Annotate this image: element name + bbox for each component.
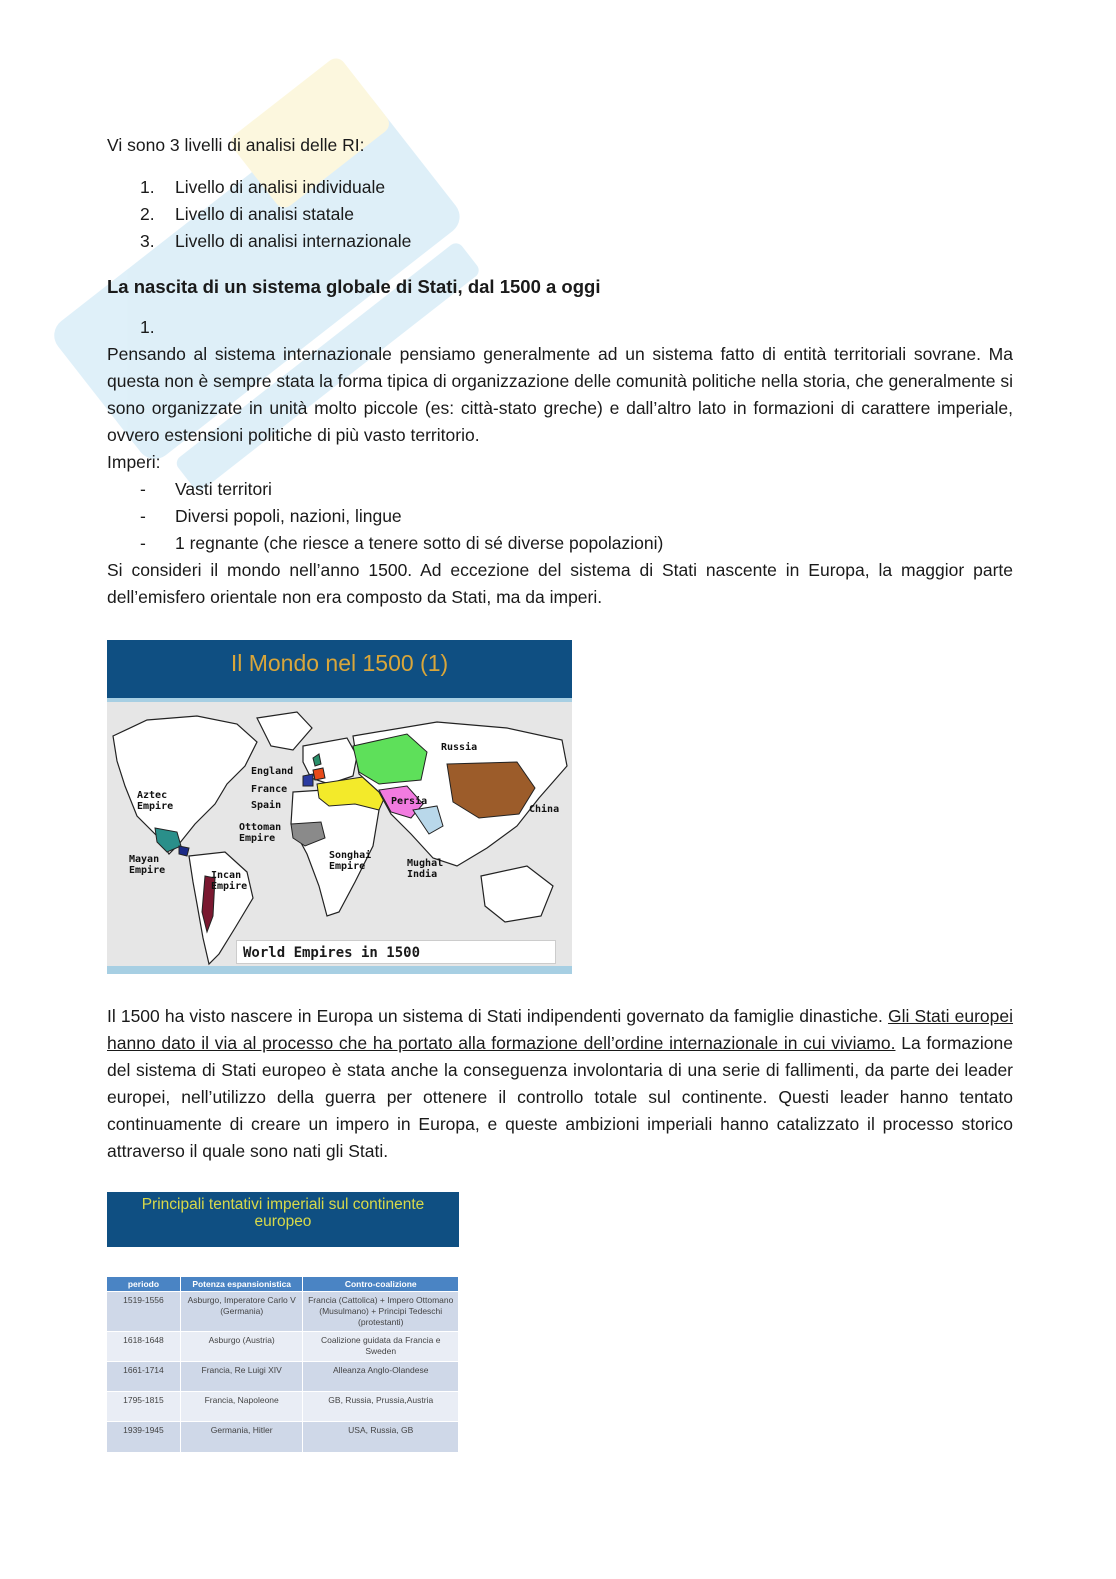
list-item: Vasti territori (175, 479, 272, 499)
bullet-dash: - (140, 479, 146, 499)
intro-text: Vi sono 3 livelli di analisi delle RI: (107, 135, 365, 155)
paragraph-sovereign-states: Pensando al sistema internazionale pensiamo generalmente ad un sistema fatto di entità territoriali sovrane. Ma questa non è sempre stata la forma tipica di organizzazione delle comunità politiche nella storia, che generalmente si sono organizzate in unità molto piccole (es: città-stato greche) e dall’altro lato in formazioni di carattere imperiale, ovvero estensioni politiche di più vasto territorio. (107, 344, 1013, 445)
table-row (107, 1292, 459, 1332)
list-number: 1. (140, 177, 155, 197)
map-label-china: China (529, 804, 560, 815)
map-label-mughal: Mughal India (407, 858, 444, 880)
table-cell: 1795-1815 (107, 1392, 180, 1422)
map-label-russia: Russia (441, 742, 478, 753)
list-item: Livello di analisi individuale (175, 177, 386, 197)
section-heading: La nascita di un sistema globale di Stati, dal 1500 a oggi (107, 276, 601, 297)
table-row (107, 1392, 459, 1422)
table-header-row (107, 1277, 459, 1292)
table-cell: Asburgo (Austria) (180, 1332, 303, 1362)
slide-title: Il Mondo nel 1500 (1) (230, 650, 449, 676)
world-map (107, 706, 572, 968)
greenland-landmass (257, 712, 312, 750)
table-cell: 1519-1556 (107, 1292, 180, 1332)
table-cell: GB, Russia, Prussia,Austria (303, 1392, 459, 1422)
map-label-france: France (251, 784, 288, 795)
slide-stripe (107, 698, 572, 702)
table-row (107, 1332, 459, 1362)
table-row (107, 1362, 459, 1392)
world-map-slide (107, 640, 572, 974)
imperi-label: Imperi: (107, 452, 161, 472)
spain-region (303, 774, 313, 786)
table-cell: 1661-1714 (107, 1362, 180, 1392)
paragraph-plain-text: Il 1500 ha visto nascere in Europa un sistema di Stati indipendenti governato da famiglie dinastiche. (107, 1006, 889, 1026)
aztec-empire-region (155, 828, 181, 852)
france-region (313, 768, 325, 780)
list-item: 1 regnante (che riesce a tenere sotto di sé diverse popolazioni) (175, 533, 664, 553)
paragraph-state-system (107, 1003, 1013, 1165)
imperial-attempts-slide (107, 1192, 459, 1454)
australia-landmass (481, 866, 553, 922)
table-row (107, 1422, 459, 1452)
paragraph-year-1500: Si consideri il mondo nell’anno 1500. Ad eccezione del sistema di Stati nascente in Europa, la maggior parte dell’emisfero orientale non era composto da Stati, ma da imperi. (107, 560, 1013, 607)
table-cell: Coalizione guidata da Francia e Sweden (303, 1332, 459, 1362)
table-cell: Asburgo, Imperatore Carlo V (Germania) (180, 1292, 303, 1332)
list-number: 3. (140, 231, 155, 251)
table-cell: Francia, Re Luigi XIV (180, 1362, 303, 1392)
slide-header (107, 1192, 459, 1247)
list-item: Diversi popoli, nazioni, lingue (175, 506, 402, 526)
list-item: Livello di analisi statale (175, 204, 354, 224)
map-label-spain: Spain (251, 800, 282, 811)
column-header-power: Potenza espansionistica (180, 1277, 303, 1292)
table-cell: Francia, Napoleone (180, 1392, 303, 1422)
mayan-empire-region (179, 846, 189, 856)
bullet-dash: - (140, 533, 146, 553)
section-number: 1. (140, 317, 155, 337)
paragraph-rest-text: La formazione del sistema di Stati europeo è stata anche la conseguenza involontaria di una serie di fallimenti, da parte dei leader europei, nell’utilizzo della guerra per ottenere il controllo totale sul continente. Questi leader hanno tentato continuamente di creare un impero in Europa, e queste ambizioni imperiali hanno catalizzato il processo storico attraverso il quale sono nati gli Stati. (107, 1033, 1013, 1161)
map-label-ottoman: Ottoman Empire (239, 822, 282, 844)
column-header-period: periodo (107, 1277, 180, 1292)
slide-title: Principali tentativi imperiali sul continente europeo (141, 1196, 425, 1230)
map-caption: World Empires in 1500 (236, 940, 556, 964)
table-cell: USA, Russia, GB (303, 1422, 459, 1452)
table-cell: 1939-1945 (107, 1422, 180, 1452)
map-label-aztec: Aztec Empire (137, 790, 174, 812)
map-label-incan: Incan Empire (211, 870, 248, 892)
table-cell: Germania, Hitler (180, 1422, 303, 1452)
table-cell: Alleanza Anglo-Olandese (303, 1362, 459, 1392)
list-item: Livello di analisi internazionale (175, 231, 412, 251)
slide-stripe (107, 966, 572, 974)
list-number: 2. (140, 204, 155, 224)
table-cell: 1618-1648 (107, 1332, 180, 1362)
imperial-attempts-table (107, 1277, 459, 1452)
column-header-coalition: Contro-coalizione (303, 1277, 459, 1292)
bullet-dash: - (140, 506, 146, 526)
slide-header (107, 640, 572, 698)
table-cell: Francia (Cattolica) + Impero Ottomano (Musulmano) + Principi Tedeschi (protestanti) (303, 1292, 459, 1332)
underlined-text: Gli Stati europei hanno dato il via al processo che ha portato alla formazione dell’ordine internazionale in cui viviamo. (107, 1006, 1014, 1053)
map-label-songhai: Songhai Empire (329, 850, 372, 872)
map-label-persia: Persia (391, 796, 428, 807)
map-label-england: England (251, 766, 294, 777)
north-america-landmass (113, 716, 257, 854)
map-label-mayan: Mayan Empire (129, 854, 166, 876)
